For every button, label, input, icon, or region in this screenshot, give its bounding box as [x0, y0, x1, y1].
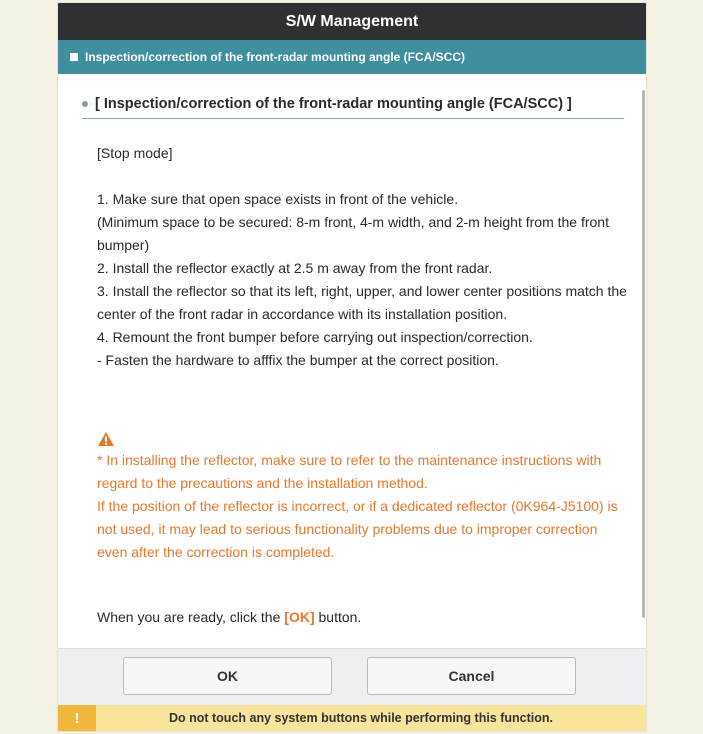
square-bullet-icon: [70, 53, 78, 61]
step-line: 2. Install the reflector exactly at 2.5 m away from the front radar.: [97, 260, 493, 276]
instructions-text: [97, 142, 627, 372]
content-area[interactable]: [58, 74, 646, 648]
dialog-title: S/W Management: [285, 12, 419, 30]
step-line: 4. Remount the front bumper before carrying out inspection/correction.: [97, 329, 533, 345]
dialog-subheader: [58, 40, 646, 74]
step-line: 3. Install the reflector so that its left, right, upper, and lower center positions match the center of the front radar in accordance with its installation position.: [97, 283, 627, 322]
notice-bar: [58, 705, 646, 731]
sw-management-dialog: [58, 3, 646, 731]
section-title: [82, 96, 624, 119]
warning-triangle-icon: [97, 431, 115, 447]
bullet-dot-icon: [82, 101, 88, 107]
section-title-text: [ Inspection/correction of the front-radar mounting angle (FCA/SCC) ]: [95, 96, 572, 112]
warning-line: If the position of the reflector is incorrect, or if a dedicated reflector (0K964-J5100) is not used, it may lead to serious functionality problems due to improper correction even after the correction is completed.: [97, 498, 618, 560]
notice-message: Do not touch any system buttons while performing this function.: [168, 711, 554, 725]
step-line: - Fasten the hardware to afffix the bumper at the correct position.: [97, 352, 499, 368]
warning-line: * In installing the reflector, make sure to refer to the maintenance instructions with regard to the precautions and the installation method.: [97, 452, 602, 491]
step-line: (Minimum space to be secured: 8-m front, 4-m width, and 2-m height from the front bumper): [97, 214, 609, 253]
ready-instruction: [97, 609, 361, 625]
dialog-title-bar: [58, 3, 646, 40]
ok-button[interactable]: OK: [123, 657, 332, 695]
vertical-scrollbar[interactable]: [642, 90, 645, 618]
button-bar: [58, 648, 646, 706]
ready-prefix: When you are ready, click the: [97, 609, 285, 625]
cancel-button[interactable]: Cancel: [367, 657, 576, 695]
exclamation-icon: !: [58, 705, 96, 731]
ready-suffix: button.: [314, 609, 362, 625]
subheader-text: Inspection/correction of the front-radar mounting angle (FCA/SCC): [85, 50, 466, 64]
step-line: 1. Make sure that open space exists in front of the vehicle.: [97, 191, 459, 207]
mode-label: [Stop mode]: [97, 145, 173, 161]
warning-block: [97, 431, 627, 564]
ready-ok-highlight: [OK]: [284, 609, 315, 625]
